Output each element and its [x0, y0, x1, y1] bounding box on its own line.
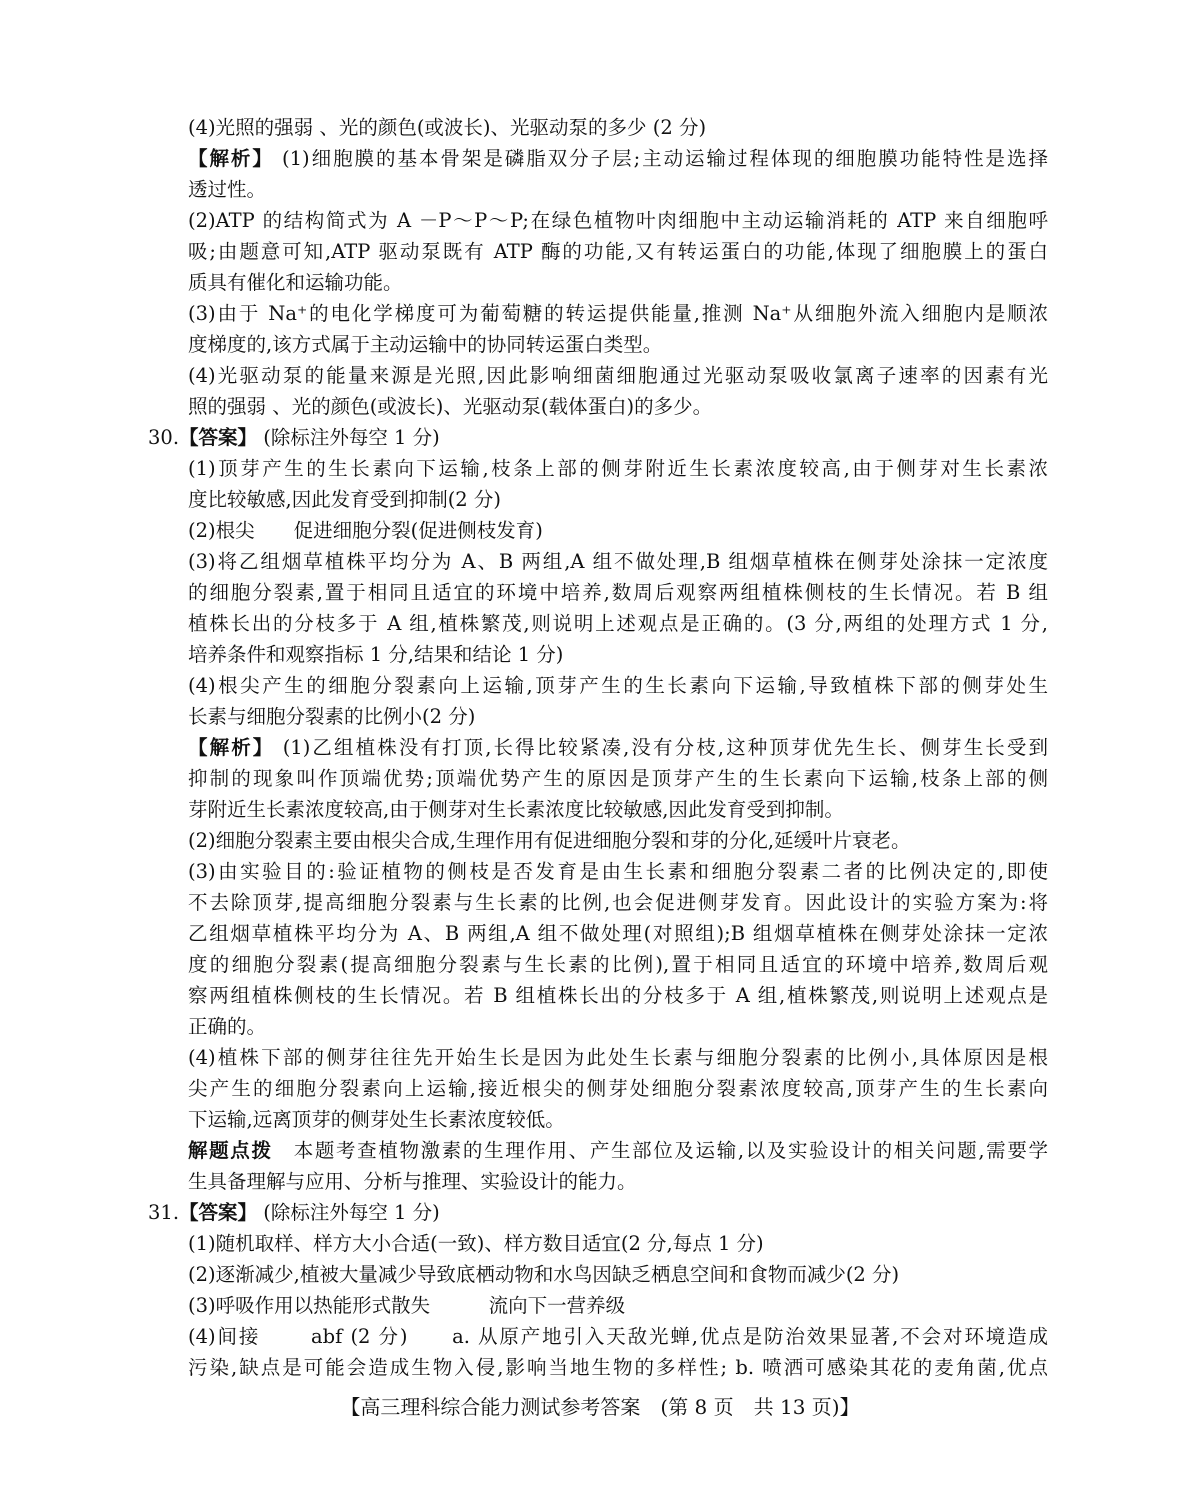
- line-text: 本题考查植物激素的生理作用、产生部位及运输,以及实验设计的相关问题,需要学: [272, 1139, 1048, 1162]
- line-text: 度梯度的,该方式属于主动运输中的协同转运蛋白类型。: [188, 333, 663, 356]
- line-text: (2)根尖 促进细胞分裂(促进侧枝发育): [188, 519, 543, 542]
- line-text: 度比较敏感,因此发育受到抑制(2 分): [188, 488, 502, 511]
- text-line: [188, 329, 1048, 360]
- line-text: (4)间接 abf (2 分) a. 从原产地引入天敌光蝉,优点是防治效果显著,不会对环境造成: [188, 1325, 1048, 1348]
- line-text: (1)细胞膜的基本骨架是磷脂双分子层;主动运输过程体现的细胞膜功能特性是选择: [273, 147, 1048, 170]
- section-label: 【答案】: [179, 426, 258, 449]
- section-label: 【解析】: [188, 147, 274, 170]
- line-text: (2)逐渐减少,植被大量减少导致底栖动物和水鸟因缺乏栖息空间和食物而减少(2 分): [188, 1263, 900, 1286]
- text-line: [188, 1166, 1048, 1197]
- text-line: [188, 112, 1048, 143]
- line-text: (4)光照的强弱 、光的颜色(或波长)、光驱动泵的多少 (2 分): [188, 116, 707, 139]
- text-line: [188, 1228, 1048, 1259]
- text-line: [188, 794, 1048, 825]
- text-line: [188, 887, 1048, 918]
- line-text: (2)ATP 的结构简式为 A －P～P～P;在绿色植物叶肉细胞中主动运输消耗的 ATP 来自细胞呼: [188, 209, 1048, 232]
- line-text: 乙组烟草植株平均分为 A、B 两组,A 组不做处理(对照组);B 组烟草植株在侧芽处涂抹一定浓: [188, 922, 1048, 945]
- question-number: 30.: [148, 426, 180, 449]
- text-line: [148, 422, 1048, 453]
- text-line: [188, 298, 1048, 329]
- text-line: [188, 453, 1048, 484]
- text-line: [188, 546, 1048, 577]
- text-line: [188, 949, 1048, 980]
- line-text: 正确的。: [188, 1015, 267, 1038]
- text-line: [188, 856, 1048, 887]
- text-line: [188, 1321, 1048, 1352]
- line-text: 的细胞分裂素,置于相同且适宜的环境中培养,数周后观察两组植株侧枝的生长情况。若 B 组: [188, 581, 1048, 604]
- text-line: [188, 515, 1048, 546]
- text-line: [188, 1042, 1048, 1073]
- text-line: [188, 639, 1048, 670]
- line-text: (2)细胞分裂素主要由根尖合成,生理作用有促进细胞分裂和芽的分化,延缓叶片衰老。: [188, 829, 911, 852]
- line-text: (3)由实验目的:验证植物的侧枝是否发育是由生长素和细胞分裂素二者的比例决定的,即使: [188, 860, 1048, 883]
- text-line: [188, 236, 1048, 267]
- line-text: 抑制的现象叫作顶端优势;顶端优势产生的原因是顶芽产生的生长素向下运输,枝条上部的侧: [188, 767, 1048, 790]
- text-line: [188, 701, 1048, 732]
- text-line: [188, 1259, 1048, 1290]
- line-text: (3)将乙组烟草植株平均分为 A、B 两组,A 组不做处理,B 组烟草植株在侧芽处涂抹一定浓度: [188, 550, 1048, 573]
- text-line: [188, 143, 1048, 174]
- line-text: (除标注外每空 1 分): [257, 1201, 440, 1224]
- text-line: [188, 1073, 1048, 1104]
- text-line: [188, 391, 1048, 422]
- line-text: 污染,缺点是可能会造成生物入侵,影响当地生物的多样性; b. 喷洒可感染其花的麦角菌,优点: [188, 1356, 1048, 1379]
- text-line: [188, 577, 1048, 608]
- line-text: 培养条件和观察指标 1 分,结果和结论 1 分): [188, 643, 564, 666]
- line-text: 度的细胞分裂素(提高细胞分裂素与生长素的比例),置于相同且适宜的环境中培养,数周后观: [188, 953, 1048, 976]
- text-line: [188, 980, 1048, 1011]
- line-text: 透过性。: [188, 178, 267, 201]
- line-text: (3)由于 Na⁺的电化学梯度可为葡萄糖的转运提供能量,推测 Na⁺从细胞外流入细胞内是顺浓: [188, 302, 1048, 325]
- text-line: [188, 1290, 1048, 1321]
- text-line: [188, 732, 1048, 763]
- line-text: (4)根尖产生的细胞分裂素向上运输,顶芽产生的生长素向下运输,导致植株下部的侧芽处生: [188, 674, 1048, 697]
- line-text: 尖产生的细胞分裂素向上运输,接近根尖的侧芽处细胞分裂素浓度较高,顶芽产生的生长素向: [188, 1077, 1048, 1100]
- text-line: [188, 1352, 1048, 1383]
- line-text: 吸;由题意可知,ATP 驱动泵既有 ATP 酶的功能,又有转运蛋白的功能,体现了细胞膜上的蛋白: [188, 240, 1048, 263]
- line-text: (除标注外每空 1 分): [257, 426, 440, 449]
- line-text: (4)植株下部的侧芽往往先开始生长是因为此处生长素与细胞分裂素的比例小,具体原因是根: [188, 1046, 1048, 1069]
- text-line: [188, 670, 1048, 701]
- line-text: 不去除顶芽,提高细胞分裂素与生长素的比例,也会促进侧芽发育。因此设计的实验方案为:将: [188, 891, 1048, 914]
- section-label: 【答案】: [179, 1201, 258, 1224]
- line-text: 照的强弱 、光的颜色(或波长)、光驱动泵(载体蛋白)的多少。: [188, 395, 713, 418]
- text-line: [188, 918, 1048, 949]
- text-line: [188, 360, 1048, 391]
- line-text: (1)随机取样、样方大小合适(一致)、样方数目适宜(2 分,每点 1 分): [188, 1232, 764, 1255]
- text-line: [188, 608, 1048, 639]
- text-line: [188, 763, 1048, 794]
- line-text: 芽附近生长素浓度较高,由于侧芽对生长素浓度比较敏感,因此发育受到抑制。: [188, 798, 844, 821]
- text-line: [188, 484, 1048, 515]
- line-text: (1)乙组植株没有打顶,长得比较紧凑,没有分枝,这种顶芽优先生长、侧芽生长受到: [274, 736, 1048, 759]
- line-text: (1)顶芽产生的生长素向下运输,枝条上部的侧芽附近生长素浓度较高,由于侧芽对生长素浓: [188, 457, 1048, 480]
- text-line: [188, 1104, 1048, 1135]
- line-text: 植株长出的分枝多于 A 组,植株繁茂,则说明上述观点是正确的。(3 分,两组的处理方式 1 分,: [188, 612, 1048, 635]
- page-footer: 【高三理科综合能力测试参考答案 (第 8 页 共 13 页)】: [340, 1395, 860, 1419]
- line-text: 下运输,远离顶芽的侧芽处生长素浓度较低。: [188, 1108, 565, 1131]
- line-text: (3)呼吸作用以热能形式散失 流向下一营养级: [188, 1294, 626, 1317]
- line-text: 长素与细胞分裂素的比例小(2 分): [188, 705, 476, 728]
- line-text: (4)光驱动泵的能量来源是光照,因此影响细菌细胞通过光驱动泵吸收氯离子速率的因素有光: [188, 364, 1048, 387]
- text-line: [188, 174, 1048, 205]
- text-line: [188, 1135, 1048, 1166]
- question-number: 31.: [148, 1201, 180, 1224]
- text-line: [188, 1011, 1048, 1042]
- text-line: [188, 267, 1048, 298]
- section-label: 解题点拨: [188, 1139, 273, 1162]
- text-line: [188, 825, 1048, 856]
- line-text: 质具有催化和运输功能。: [188, 271, 403, 294]
- section-label: 【解析】: [188, 736, 275, 759]
- text-line: [148, 1197, 1048, 1228]
- line-text: 生具备理解与应用、分析与推理、实验设计的能力。: [188, 1170, 637, 1193]
- text-line: [188, 205, 1048, 236]
- line-text: 察两组植株侧枝的生长情况。若 B 组植株长出的分枝多于 A 组,植株繁茂,则说明上述观点是: [188, 984, 1048, 1007]
